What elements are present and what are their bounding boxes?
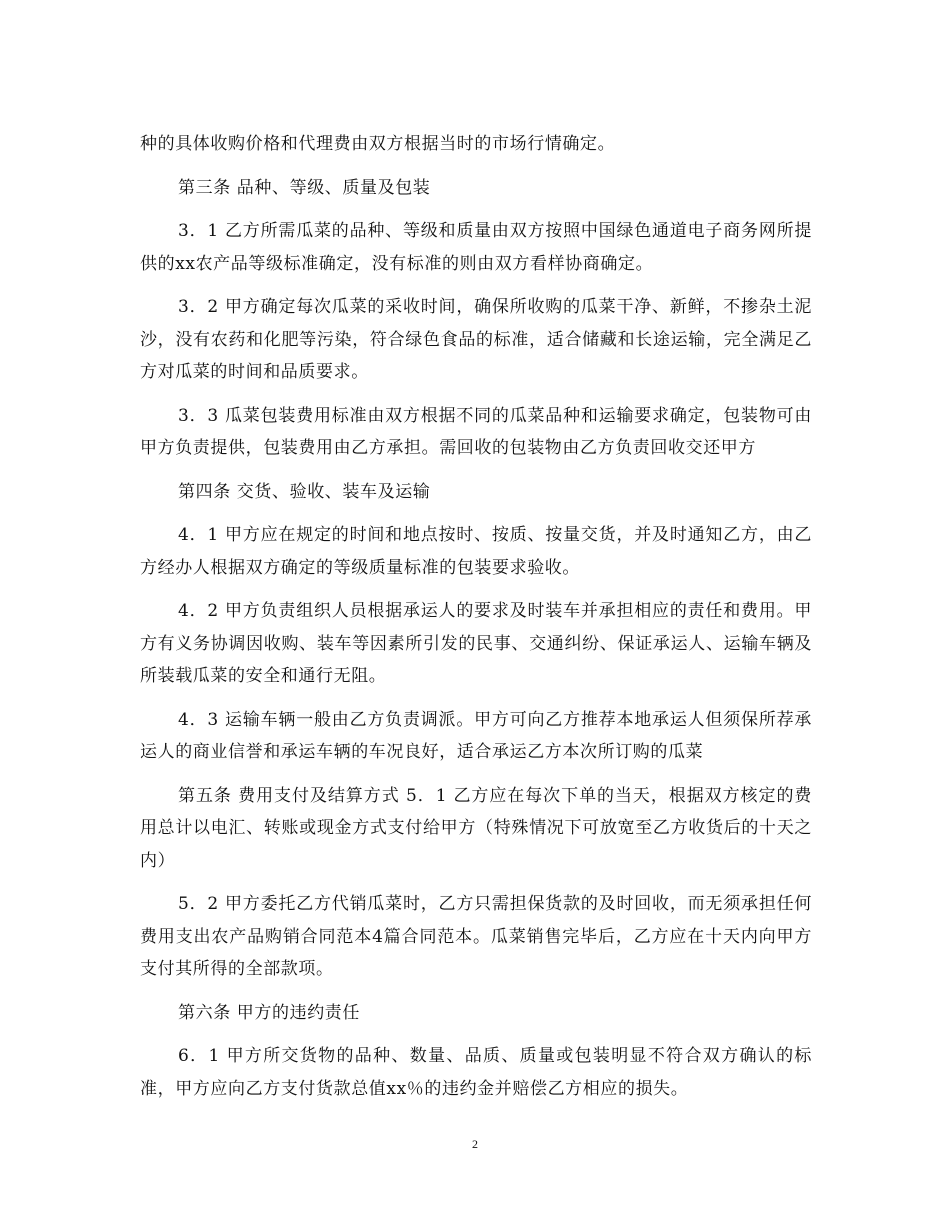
section-heading: 第四条 交货、验收、装车及运输 bbox=[178, 481, 431, 502]
paragraph: 3．2 甲方确定每次瓜菜的采收时间，确保所收购的瓜菜干净、新鲜，不掺杂土泥沙，没有农药和化肥等污染，符合绿色食品的标准，适合储藏和长途运输，完全满足乙方对瓜菜的时间和品质要求。 bbox=[140, 297, 812, 382]
document-body bbox=[140, 128, 812, 1116]
page-number: 2 bbox=[472, 1137, 478, 1151]
paragraph: 4．2 甲方负责组织人员根据承运人的要求及时装车并承担相应的责任和费用。甲方有义务协调因收购、装车等因素所引发的民事、交通纠纷、保证承运人、运输车辆及所装载瓜菜的安全和通行无阻。 bbox=[140, 601, 812, 686]
paragraph: 种的具体收购价格和代理费由双方根据当时的市场行情确定。 bbox=[140, 134, 616, 154]
paragraph: 4．1 甲方应在规定的时间和地点按时、按质、按量交货，并及时通知乙方，由乙方经办人根据双方确定的等级质量标准的包装要求验收。 bbox=[140, 525, 812, 578]
paragraph: 4．3 运输车辆一般由乙方负责调派。甲方可向乙方推荐本地承运人但须保所荐承运人的商业信誉和承运车辆的车况良好，适合承运乙方本次所订购的瓜菜 bbox=[140, 709, 812, 762]
section-heading: 第三条 品种、等级、质量及包装 bbox=[178, 177, 431, 198]
paragraph: 5．2 甲方委托乙方代销瓜菜时，乙方只需担保货款的及时回收，而无须承担任何费用支出农产品购销合同范本4篇合同范本。瓜菜销售完毕后，乙方应在十天内向甲方支付其所得的全部款项。 bbox=[140, 894, 812, 979]
section-heading: 第六条 甲方的违约责任 bbox=[178, 1002, 361, 1023]
paragraph: 第五条 费用支付及结算方式 5．1 乙方应在每次下单的当天，根据双方核定的费用总计以电汇、转账或现金方式支付给甲方（特殊情况下可放宽至乙方收货后的十天之内） bbox=[140, 785, 812, 871]
paragraph: 3．3 瓜菜包装费用标准由双方根据不同的瓜菜品种和运输要求确定，包装物可由甲方负责提供，包装费用由乙方承担。需回收的包装物由乙方负责回收交还甲方 bbox=[140, 405, 812, 458]
paragraph: 6．1 甲方所交货物的品种、数量、品质、质量或包装明显不符合双方确认的标准，甲方应向乙方支付货款总值xx％的违约金并赔偿乙方相应的损失。 bbox=[140, 1046, 812, 1099]
paragraph: 3．1 乙方所需瓜菜的品种、等级和质量由双方按照中国绿色通道电子商务网所提供的xx农产品等级标准确定，没有标准的则由双方看样协商确定。 bbox=[140, 221, 812, 274]
